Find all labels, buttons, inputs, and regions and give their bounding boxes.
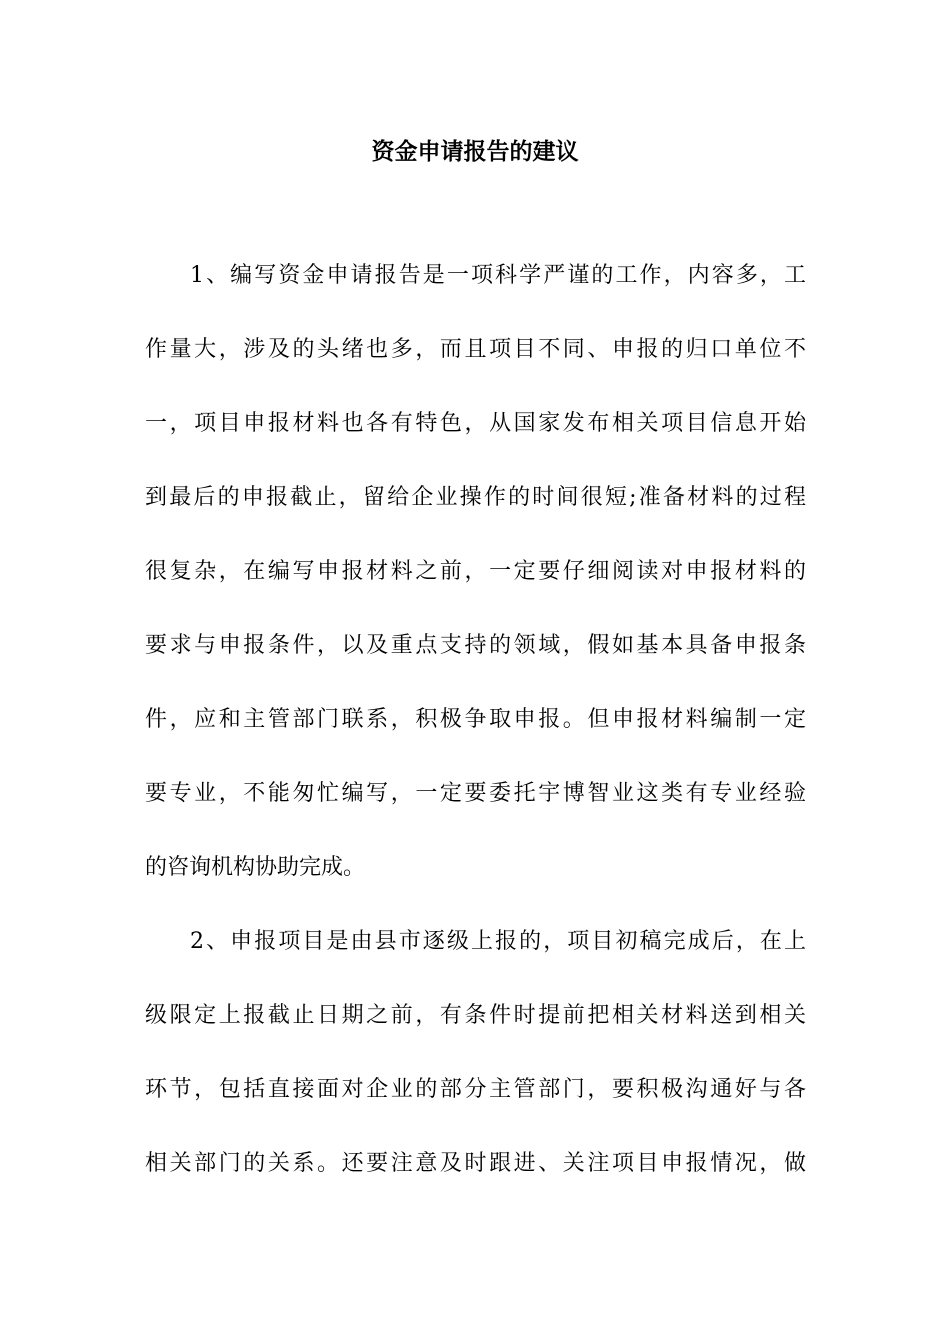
paragraph-1-line-3: 一，项目申报材料也各有特色，从国家发布相关项目信息开始	[145, 411, 806, 436]
paragraph-1-line-7: 件，应和主管部门联系，积极争取申报。但申报材料编制一定	[145, 707, 806, 732]
document-title: 资金申请报告的建议	[371, 138, 579, 165]
paragraph-1-line-4: 到最后的申报截止，留给企业操作的时间很短;准备材料的过程	[145, 485, 806, 510]
paragraph-2-line-2: 级限定上报截止日期之前，有条件时提前把相关材料送到相关	[145, 1003, 806, 1028]
paragraph-2-line-4: 相关部门的关系。还要注意及时跟进、关注项目申报情况，做	[145, 1151, 806, 1176]
paragraph-1-line-5: 很复杂，在编写申报材料之前，一定要仔细阅读对申报材料的	[145, 559, 806, 584]
paragraph-2-line-1: 2、申报项目是由县市逐级上报的，项目初稿完成后，在上	[190, 929, 806, 954]
paragraph-1-line-9: 的咨询机构协助完成。	[145, 855, 366, 880]
paragraph-1-line-2: 作量大，涉及的头绪也多，而且项目不同、申报的归口单位不	[145, 337, 806, 362]
paragraph-2-line-3: 环节，包括直接面对企业的部分主管部门，要积极沟通好与各	[145, 1077, 806, 1102]
paragraph-1-line-6: 要求与申报条件，以及重点支持的领域，假如基本具备申报条	[145, 633, 806, 658]
paragraph-1-line-8: 要专业，不能匆忙编写，一定要委托宇博智业这类有专业经验	[145, 781, 806, 806]
paragraph-1-line-1: 1、编写资金申请报告是一项科学严谨的工作，内容多，工	[190, 263, 806, 288]
